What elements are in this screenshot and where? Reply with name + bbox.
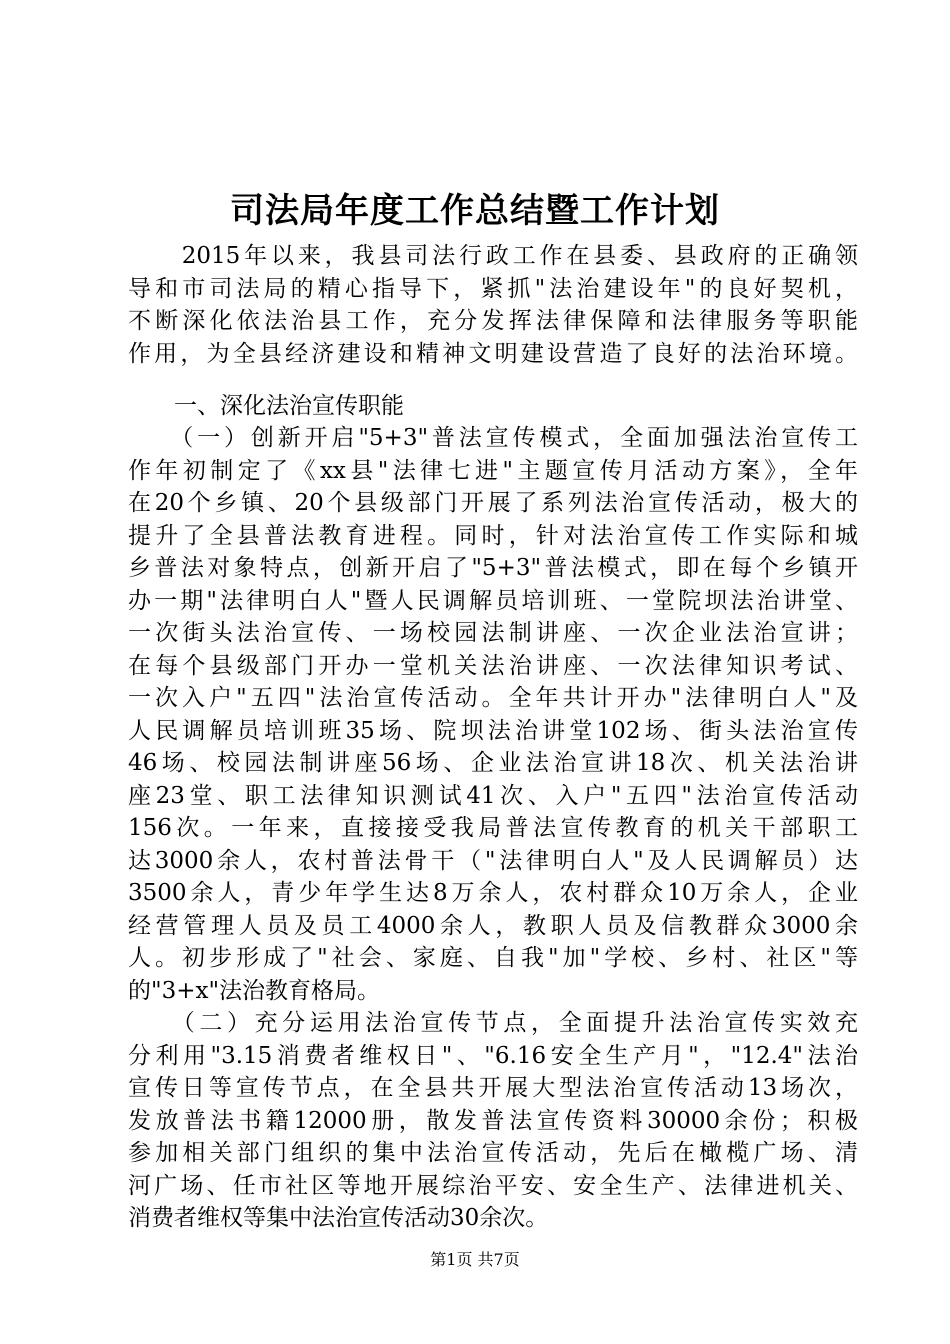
document-title: 司法局年度工作总结暨工作计划 <box>230 191 720 231</box>
text-line: （二）充分运用法治宣传节点，全面提升法治宣传实效充 <box>128 1010 858 1036</box>
text-line: 导和市司法局的精心指导下，紧抓"法治建设年"的良好契机， <box>128 275 858 302</box>
text-line: 一次街头法治宣传、一场校园法制讲座、一次企业法治宣讲； <box>128 620 858 646</box>
text-line: 座23堂、职工法律知识测试41次、入户"五四"法治宣传活动 <box>128 782 858 809</box>
text-line: 河广场、任市社区等地开展综治平安、安全生产、法律进机关、 <box>128 1172 858 1199</box>
text-line: 乡普法对象特点，创新开启了"5+3"普法模式，即在每个乡镇开 <box>128 555 858 581</box>
intro-paragraph <box>128 240 858 370</box>
text-line: 提升了全县普法教育进程。同时，针对法治宣传工作实际和城 <box>128 522 858 549</box>
text-line: 发放普法书籍12000册，散发普法宣传资料30000余份；积极 <box>128 1107 858 1134</box>
text-line: 在20个乡镇、20个县级部门开展了系列法治宣传活动，极大的 <box>128 490 858 516</box>
text-line: 达3000余人，农村普法骨干（"法律明白人"及人民调解员）达 <box>128 847 858 874</box>
text-line: 在每个县级部门开办一堂机关法治讲座、一次法律知识考试、 <box>128 652 858 679</box>
text-line: 156次。一年来，直接接受我局普法宣传教育的机关干部职工 <box>128 815 858 841</box>
paragraph-1 <box>128 422 858 1235</box>
text-line: 经营管理人员及员工4000余人，教职人员及信教群众3000余 <box>128 912 858 939</box>
page-number-footer: 第1页 共7页 <box>430 1250 520 1269</box>
text-line: （一）创新开启"5+3"普法宣传模式，全面加强法治宣传工 <box>128 425 858 451</box>
text-line: 消费者维权等集中法治宣传活动30余次。 <box>128 1205 549 1231</box>
text-line: 的"3+x"法治教育格局。 <box>128 977 381 1004</box>
text-line: 3500余人，青少年学生达8万余人，农村群众10万余人，企业 <box>128 880 858 906</box>
text-line: 分利用"3.15消费者维权日"、"6.16安全生产月"，"12.4"法治 <box>128 1042 858 1069</box>
section-heading <box>128 390 858 423</box>
text-line: 46场、校园法制讲座56场、企业法治宣讲18次、机关法治讲 <box>128 750 858 776</box>
text-line: 作年初制定了《xx县"法律七进"主题宣传月活动方案》，全年 <box>128 457 858 484</box>
text-line: 人。初步形成了"社会、家庭、自我"加"学校、乡村、社区"等 <box>128 945 858 971</box>
text-line: 办一期"法律明白人"暨人民调解员培训班、一堂院坝法治讲堂、 <box>128 587 858 614</box>
text-line: 宣传日等宣传节点，在全县共开展大型法治宣传活动13场次， <box>128 1075 858 1101</box>
text-line: 不断深化依法治县工作，充分发挥法律保障和法律服务等职能 <box>128 308 858 334</box>
section-heading-text: 一、深化法治宣传职能 <box>128 393 404 419</box>
text-line: 人民调解员培训班35场、院坝法治讲堂102场、街头法治宣传 <box>128 717 858 744</box>
text-line: 2015年以来，我县司法行政工作在县委、县政府的正确领 <box>128 243 858 269</box>
text-line: 一次入户"五四"法治宣传活动。全年共计开办"法律明白人"及 <box>128 685 858 711</box>
text-line: 参加相关部门组织的集中法治宣传活动，先后在橄榄广场、清 <box>128 1140 858 1166</box>
text-line: 作用，为全县经济建设和精神文明建设营造了良好的法治环境。 <box>128 340 858 367</box>
